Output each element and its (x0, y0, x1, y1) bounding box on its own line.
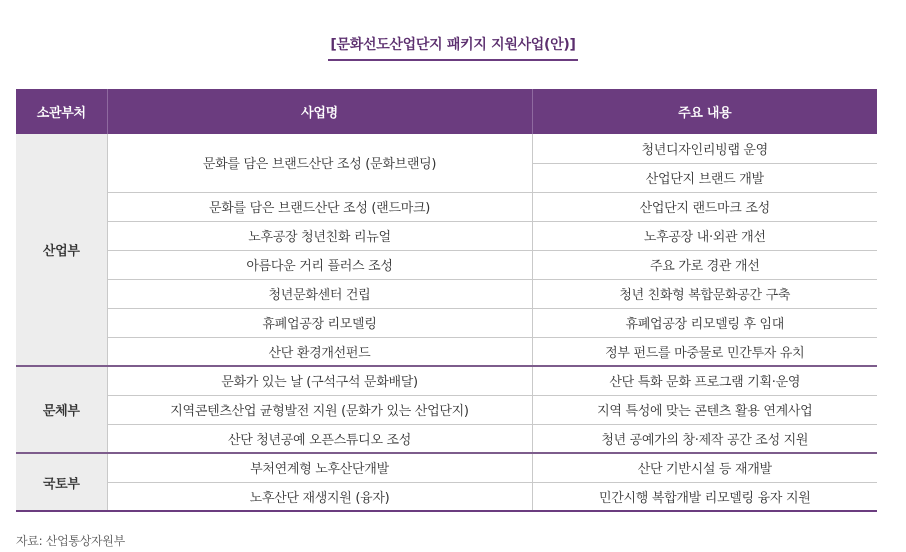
table-row (16, 482, 877, 511)
project-cell: 부처연계형 노후산단개발 (107, 453, 532, 482)
project-cell: 문화가 있는 날 (구석구석 문화배달) (107, 366, 532, 395)
project-cell: 아름다운 거리 플러스 조성 (107, 250, 532, 279)
table-row (16, 134, 877, 163)
dept-cell: 국토부 (16, 453, 107, 511)
content-cell: 청년 공예가의 창·제작 공간 조성 지원 (532, 424, 877, 453)
content-cell: 지역 특성에 맞는 콘텐츠 활용 연계사업 (532, 395, 877, 424)
header-row (16, 89, 877, 134)
project-cell: 노후산단 재생지원 (융자) (107, 482, 532, 511)
header-content: 주요 내용 (532, 89, 877, 134)
project-cell: 산단 청년공예 오픈스튜디오 조성 (107, 424, 532, 453)
content-cell: 청년 친화형 복합문화공간 구축 (532, 279, 877, 308)
content-cell: 정부 펀드를 마중물로 민간투자 유치 (532, 337, 877, 366)
project-cell: 지역콘텐츠산업 균형발전 지원 (문화가 있는 산업단지) (107, 395, 532, 424)
dept-cell: 문체부 (16, 366, 107, 453)
project-cell: 문화를 담은 브랜드산단 조성 (문화브랜딩) (107, 134, 532, 192)
content-cell: 청년디자인리빙랩 운영 (532, 134, 877, 163)
program-table (16, 89, 877, 512)
dept-cell: 산업부 (16, 134, 107, 366)
table-row (16, 192, 877, 221)
table-row (16, 395, 877, 424)
project-cell: 노후공장 청년친화 리뉴얼 (107, 221, 532, 250)
project-cell: 문화를 담은 브랜드산단 조성 (랜드마크) (107, 192, 532, 221)
content-cell: 민간시행 복합개발 리모델링 융자 지원 (532, 482, 877, 511)
content-cell: 노후공장 내·외관 개선 (532, 221, 877, 250)
table-row (16, 424, 877, 453)
table-row (16, 308, 877, 337)
content-cell: 산업단지 랜드마크 조성 (532, 192, 877, 221)
table-row (16, 221, 877, 250)
table-row (16, 366, 877, 395)
project-cell: 산단 환경개선펀드 (107, 337, 532, 366)
table-title: [문화선도산업단지 패키지 지원사업(안)] (328, 34, 577, 61)
header-dept: 소관부처 (16, 89, 107, 134)
content-cell: 산업단지 브랜드 개발 (532, 163, 877, 192)
content-cell: 주요 가로 경관 개선 (532, 250, 877, 279)
table-row (16, 250, 877, 279)
content-cell: 휴폐업공장 리모델링 후 임대 (532, 308, 877, 337)
content-cell: 산단 특화 문화 프로그램 기획·운영 (532, 366, 877, 395)
source-note: 자료: 산업통상자원부 (16, 534, 125, 548)
project-cell: 휴폐업공장 리모델링 (107, 308, 532, 337)
table-row (16, 279, 877, 308)
content-cell: 산단 기반시설 등 재개발 (532, 453, 877, 482)
header-project: 사업명 (107, 89, 532, 134)
title-wrap (0, 34, 906, 61)
project-cell: 청년문화센터 건립 (107, 279, 532, 308)
table-row (16, 337, 877, 366)
table-row (16, 453, 877, 482)
